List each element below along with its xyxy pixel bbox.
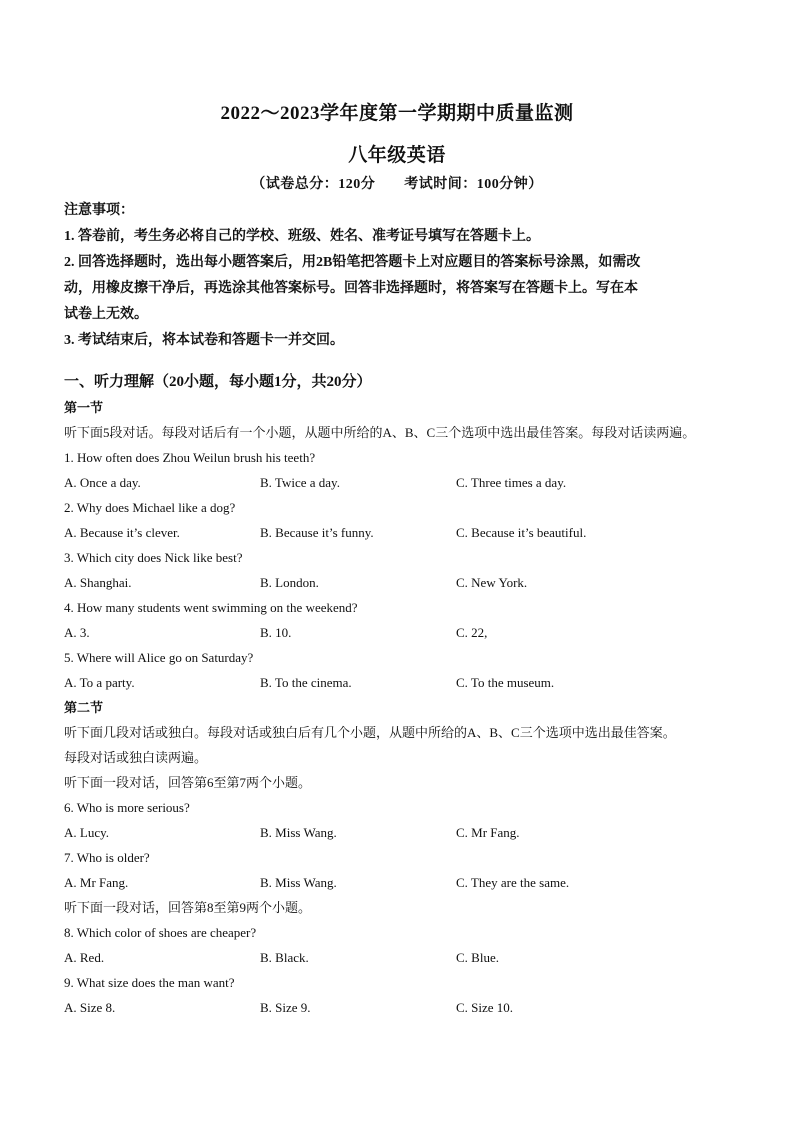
option-c: C. Mr Fang. [456, 825, 520, 840]
option-b: B. Because it’s funny. [260, 525, 374, 540]
note-line: 3. 考试结束后，将本试卷和答题卡一并交回。 [64, 333, 344, 348]
option-b: B. London. [260, 575, 319, 590]
option-a: A. Size 8. [64, 1000, 116, 1015]
option-c: C. New York. [456, 575, 528, 590]
part-heading: 一、听力理解（20小题，每小题1分，共20分） [64, 374, 372, 390]
option-a: A. Red. [64, 950, 105, 965]
options-row [64, 620, 744, 645]
option-a: A. Shanghai. [64, 575, 132, 590]
question-text: 4. How many students went swimming on the weekend? [64, 600, 358, 615]
options-row [64, 470, 744, 495]
options-row [64, 570, 744, 595]
option-c: C. Because it’s beautiful. [456, 525, 587, 540]
option-a: A. Lucy. [64, 825, 110, 840]
options-row [64, 870, 744, 895]
note-line: 试卷上无效。 [64, 307, 148, 322]
exam-subtitle: 八年级英语 [348, 145, 446, 166]
question-text: 2. Why does Michael like a dog? [64, 500, 236, 515]
option-a: A. Once a day. [64, 475, 141, 490]
section-instruction: 听下面5段对话。每段对话后有一个小题，从题中所给的A、B、C三个选项中选出最佳答案。每段对话读两遍。 [64, 425, 696, 440]
option-b: B. To the cinema. [260, 675, 352, 690]
options-row [64, 520, 744, 545]
note-line: 2. 回答选择题时，选出每小题答案后，用2B铅笔把答题卡上对应题目的答案标号涂黑，如需改 [64, 255, 641, 270]
section-label: 第一节 [64, 400, 104, 415]
options-row [64, 945, 744, 970]
exam-title: 2022～2023学年度第一学期期中质量监测 [220, 103, 574, 124]
options-row [64, 670, 744, 695]
listening-section [64, 370, 744, 1020]
question-text: 9. What size does the man want? [64, 975, 235, 990]
exam-meta: （试卷总分：120分 考试时间：100分钟） [251, 177, 543, 192]
option-b: B. Size 9. [260, 1000, 311, 1015]
option-b: B. Black. [260, 950, 309, 965]
question-text: 1. How often does Zhou Weilun brush his teeth? [64, 450, 316, 465]
option-c: C. 22, [456, 625, 488, 640]
question-text: 5. Where will Alice go on Saturday? [64, 650, 254, 665]
section-instruction: 听下面几段对话或独白。每段对话或独白后有几个小题，从题中所给的A、B、C三个选项中选出最佳答案。 [64, 725, 676, 740]
question-text: 6. Who is more serious? [64, 800, 190, 815]
option-a: A. Because it’s clever. [64, 525, 180, 540]
note-line: 动，用橡皮擦干净后，再选涂其他答案标号。回答非选择题时，将答案写在答题卡上。写在本 [64, 281, 638, 296]
option-b: B. 10. [260, 625, 292, 640]
option-b: B. Miss Wang. [260, 825, 337, 840]
section-instruction: 每段对话或独白读两遍。 [64, 750, 208, 765]
option-c: C. To the museum. [456, 675, 555, 690]
notes-heading: 注意事项： [64, 203, 134, 218]
group-instruction: 听下面一段对话，回答第6至第7两个小题。 [64, 775, 312, 790]
option-a: A. Mr Fang. [64, 875, 129, 890]
option-c: C. Size 10. [456, 1000, 514, 1015]
option-b: B. Miss Wang. [260, 875, 337, 890]
option-a: A. To a party. [64, 675, 135, 690]
group-instruction: 听下面一段对话，回答第8至第9两个小题。 [64, 900, 312, 915]
question-text: 7. Who is older? [64, 850, 150, 865]
question-text: 8. Which color of shoes are cheaper? [64, 925, 257, 940]
option-c: C. They are the same. [456, 875, 570, 890]
section-label: 第二节 [64, 700, 104, 715]
notes-block [64, 198, 732, 354]
question-text: 3. Which city does Nick like best? [64, 550, 243, 565]
option-c: C. Three times a day. [456, 475, 567, 490]
option-a: A. 3. [64, 625, 90, 640]
options-row [64, 820, 744, 845]
option-c: C. Blue. [456, 950, 499, 965]
options-row [64, 995, 744, 1020]
note-line: 1. 答卷前，考生务必将自己的学校、班级、姓名、准考证号填写在答题卡上。 [64, 229, 540, 244]
option-b: B. Twice a day. [260, 475, 340, 490]
